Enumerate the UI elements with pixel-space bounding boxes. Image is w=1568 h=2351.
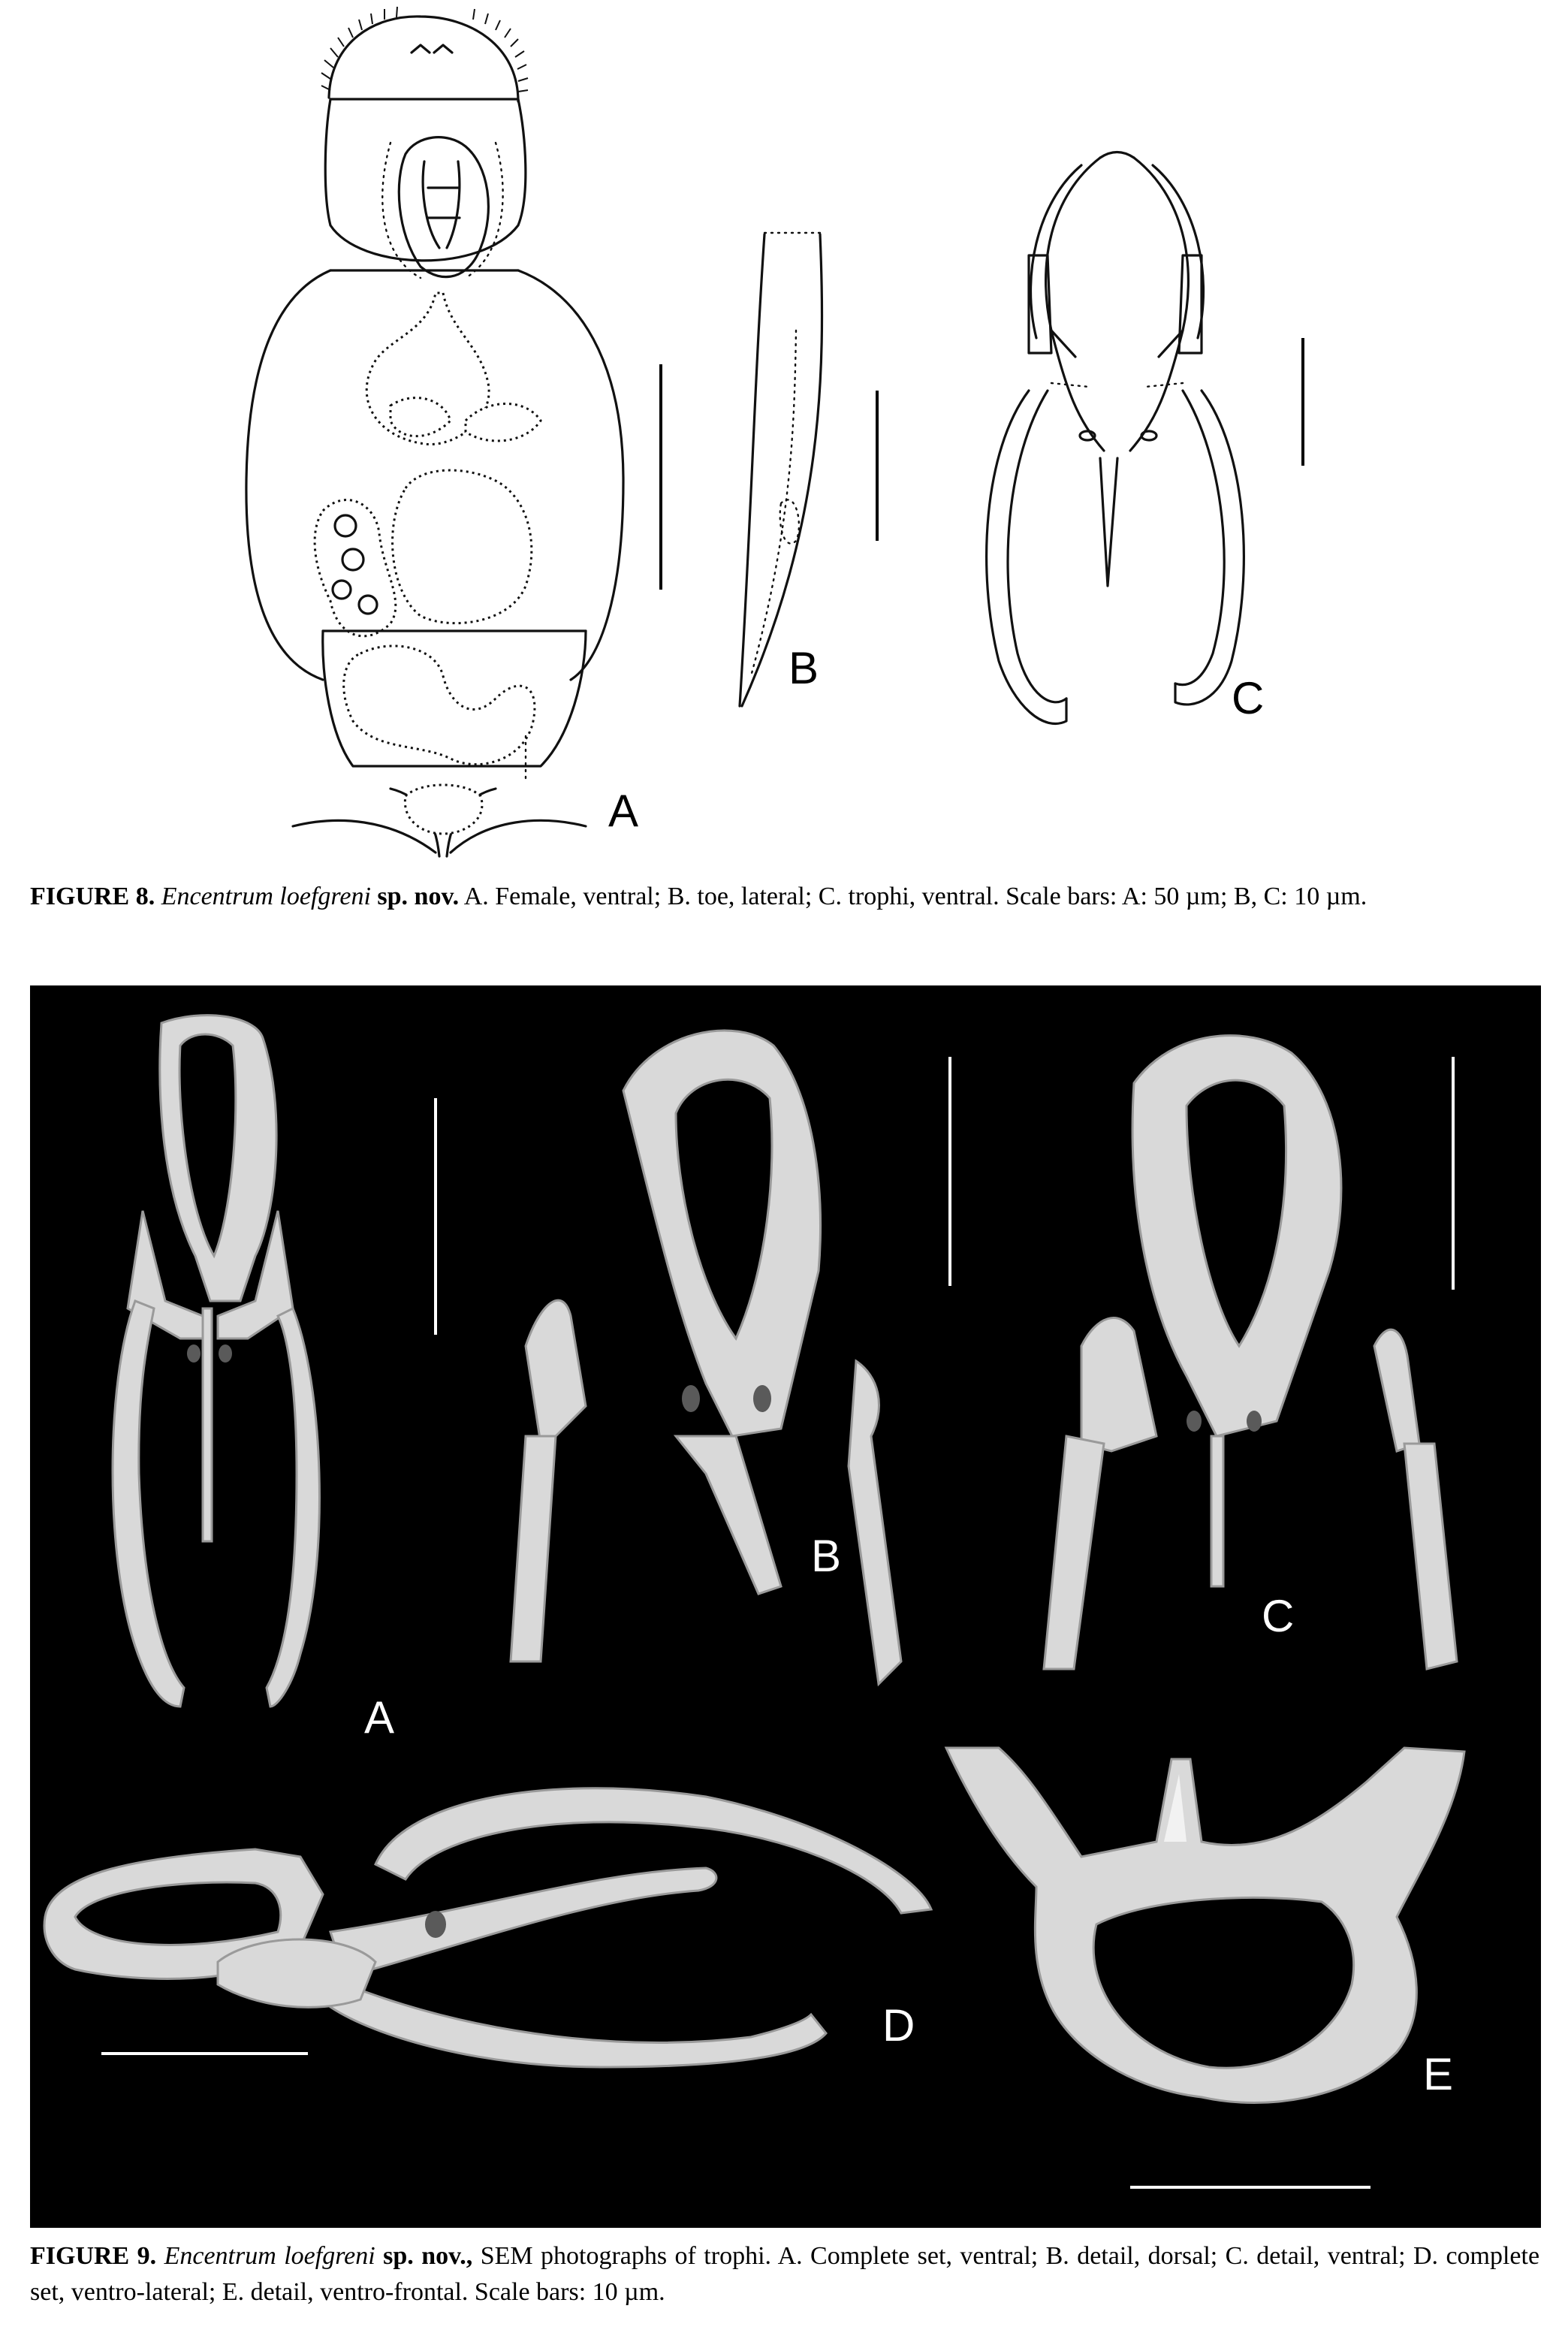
figure-9-sem-plate: [30, 985, 1541, 2228]
figure-9-caption-text: SEM photographs of trophi. A. Complete set, ventral; B. detail, dorsal; C. detail, ventral; D. complete set, ventro-lateral; E. detail, ventro-frontal. Scale bars: 10 µm.: [30, 2242, 1540, 2306]
figure-9-sem-graphics: [30, 985, 1541, 2228]
figure-9-panel-c-image: [1044, 1036, 1457, 1669]
figure-8-drawings: [0, 0, 1568, 864]
figure-9-caption-label: FIGURE 9.: [30, 2242, 157, 2270]
figure-9-panel-a-label: A: [364, 1692, 395, 1743]
figure-9-panel-a-image: [113, 1016, 319, 1707]
figure-9-caption: [30, 2238, 1539, 2310]
figure-9-panel-e-label: E: [1423, 2049, 1454, 2099]
figure-8-caption-status: sp. nov.: [377, 883, 460, 910]
figure-8-panel-c-drawing: [987, 152, 1244, 724]
figure-8-caption: [30, 879, 1539, 915]
figure-8-caption-text: A. Female, ventral; B. toe, lateral; C. trophi, ventral. Scale bars: A: 50 µm; B, C: 10 µm.: [463, 883, 1367, 910]
figure-9-panel-d-label: D: [882, 2000, 915, 2051]
figure-9-caption-species: Encentrum loefgreni: [164, 2242, 375, 2270]
figure-8-caption-species: Encentrum loefgreni: [161, 883, 371, 910]
figure-8-panel-b-drawing: [740, 233, 822, 706]
figure-9-panel-c-label: C: [1262, 1591, 1295, 1641]
figure-8-panel-c-label: C: [1232, 673, 1265, 723]
figure-8-panel-a-drawing: [246, 7, 623, 856]
figure-9-panel-e-image: [946, 1748, 1464, 2103]
figure-9-panel-b-label: B: [811, 1531, 842, 1581]
figure-9-panel-b-image: [511, 1031, 901, 1684]
figure-9-panel-d-image: [44, 1788, 931, 2067]
figure-8-panel-a-label: A: [608, 786, 639, 836]
figure-8-caption-label: FIGURE 8.: [30, 883, 155, 910]
figure-8-panel-b-label: B: [789, 643, 819, 693]
figure-9-caption-status: sp. nov.,: [383, 2242, 473, 2270]
